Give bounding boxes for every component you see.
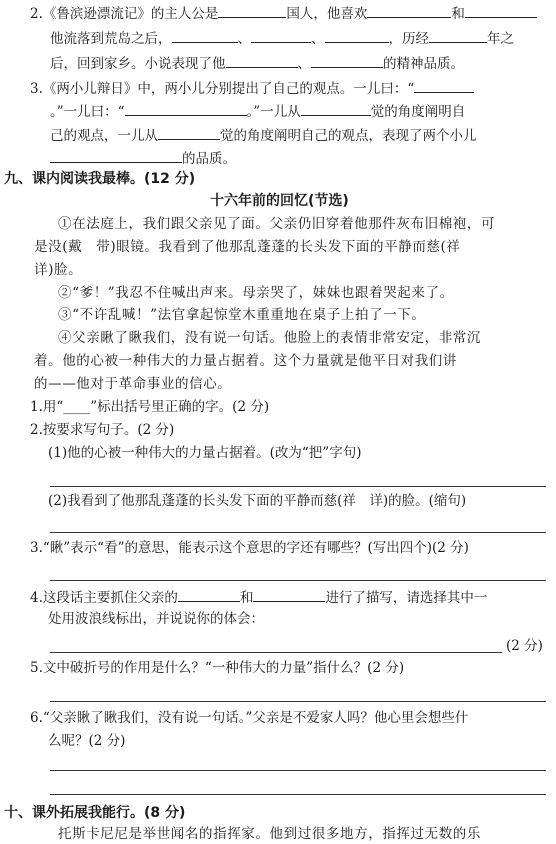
passage-line: 着。他的心被一种伟大的力量占据着。这个力量就是他平日对我们讲 [34, 353, 457, 369]
q2-text: 、 [297, 56, 311, 72]
question-5: 5.文中破折号的作用是什么？“一种伟大的力量”指什么？(2 分) [30, 660, 405, 676]
answer-blank[interactable] [367, 2, 451, 18]
q2-text: 2.《鲁滨逊漂流记》的主人公是 [30, 6, 219, 22]
passage-line: 的——他对于革命事业的信心。 [34, 376, 232, 392]
answer-line[interactable] [50, 652, 502, 653]
question-4-line1 [30, 586, 487, 608]
question-4-line2 [48, 609, 264, 629]
question-1: 1.用“____”标出括号里正确的字。(2 分) [30, 399, 270, 415]
q3-text: 的品质。 [182, 151, 236, 167]
q2-line3 [50, 52, 464, 74]
q2-text: ，历经 [388, 31, 429, 47]
passage-line: 是没(戴 带)眼镜。我看到了他那乱蓬蓬的长头发下面的平静而慈(祥 [34, 239, 461, 255]
passage-title: 十六年前的回忆(节选) [210, 193, 349, 209]
q4-text: 处用波浪线标出，并说说你的体会： [48, 611, 264, 627]
q4-text: 进行了描写，请选择其中一 [325, 590, 488, 606]
answer-blank[interactable] [301, 100, 371, 116]
passage-line: ③“不许乱喊！”法官拿起惊堂木重重地在桌子上拍了一下。 [58, 307, 426, 323]
q2-text: 国人，他喜欢 [286, 6, 368, 22]
question-2-2: (2)我看到了他那乱蓬蓬的长头发下面的平静而慈(祥 详)的脸。(缩句) [48, 493, 467, 509]
section-9-title: 九、课内阅读我最棒。(12 分) [4, 171, 196, 187]
answer-blank[interactable] [311, 52, 383, 68]
question-4-score: (2 分) [506, 638, 543, 654]
answer-blank[interactable] [125, 100, 247, 116]
answer-blank[interactable] [325, 27, 389, 43]
q2-text: 的精神品质。 [383, 56, 464, 72]
answer-blank[interactable] [414, 77, 474, 93]
q3-text: 己的观点，一儿从 [50, 128, 158, 144]
q3-text: 3.《两小儿辩日》中，两小儿分别提出了自己的观点。一儿曰：“ [30, 81, 415, 97]
question-3: 3.“瞅”表示“看”的意思，能表示这个意思的字还有哪些？(写出四个)(2 分) [30, 540, 469, 556]
q2-line1 [30, 2, 537, 24]
q3-line1 [30, 77, 474, 99]
q3-text: 。”一儿曰：“ [50, 104, 125, 120]
q3-text: 。”一儿从 [246, 104, 301, 120]
q3-line4 [50, 147, 236, 169]
answer-blank[interactable] [50, 147, 182, 163]
answer-line[interactable] [50, 701, 546, 702]
answer-line[interactable] [50, 532, 546, 533]
q2-text: 年之 [487, 31, 514, 47]
passage-line: 托斯卡尼尼是举世闻名的指挥家。他到过很多地方，指挥过无数的乐 [58, 826, 481, 842]
answer-blank[interactable] [218, 2, 286, 18]
q4-text: 和 [239, 590, 254, 606]
passage-line: ①在法庭上，我们跟父亲见了面。父亲仍旧穿着他那件灰布旧棉袍，可 [58, 216, 496, 232]
q3-text: 觉的角度阐明自己的观点，表现了两个小儿 [220, 128, 477, 144]
answer-blank[interactable] [429, 27, 487, 43]
q2-text: 、 [311, 31, 325, 47]
answer-blank[interactable] [226, 52, 298, 68]
q4-text: 4.这段话主要抓住父亲的 [30, 590, 178, 606]
question-6-line2: 么呢？(2 分) [48, 733, 126, 749]
answer-blank[interactable] [178, 586, 240, 602]
q2-text: 、 [237, 31, 251, 47]
answer-blank[interactable] [172, 27, 238, 43]
passage-line: 详)脸。 [34, 262, 83, 278]
answer-line[interactable] [50, 770, 546, 771]
passage-line: ②“爹！”我忍不住喊出声来。母亲哭了，妹妹也跟着哭起来了。 [58, 285, 454, 301]
answer-blank[interactable] [158, 124, 220, 140]
answer-line[interactable] [50, 580, 546, 581]
q3-text: 觉的角度阐明自 [370, 104, 466, 120]
question-2: 2.按要求写句子。(2 分) [30, 422, 175, 438]
section-10-title: 十、课外拓展我能行。(8 分) [4, 805, 186, 821]
passage-line: ④父亲瞅了瞅我们，没有说一句话。他脸上的表情非常安定，非常沉 [58, 330, 481, 346]
q3-line3 [50, 124, 477, 146]
q2-line2 [50, 27, 514, 49]
answer-line[interactable] [50, 486, 546, 487]
answer-line[interactable] [50, 794, 546, 795]
question-2-1: (1)他的心被一种伟大的力量占据着。(改为“把”字句) [48, 445, 362, 461]
answer-blank[interactable] [465, 2, 537, 18]
q2-text: 他流落到荒岛之后， [50, 31, 172, 47]
answer-blank[interactable] [251, 27, 311, 43]
q2-text: 后，回到家乡。小说表现了他 [50, 56, 226, 72]
answer-blank[interactable] [253, 586, 325, 602]
q3-line2 [50, 100, 465, 122]
q2-text: 和 [451, 6, 465, 22]
question-6-line1: 6.“父亲瞅了瞅我们，没有说一句话。”父亲是不爱家人吗？他心里会想些什 [30, 710, 469, 726]
